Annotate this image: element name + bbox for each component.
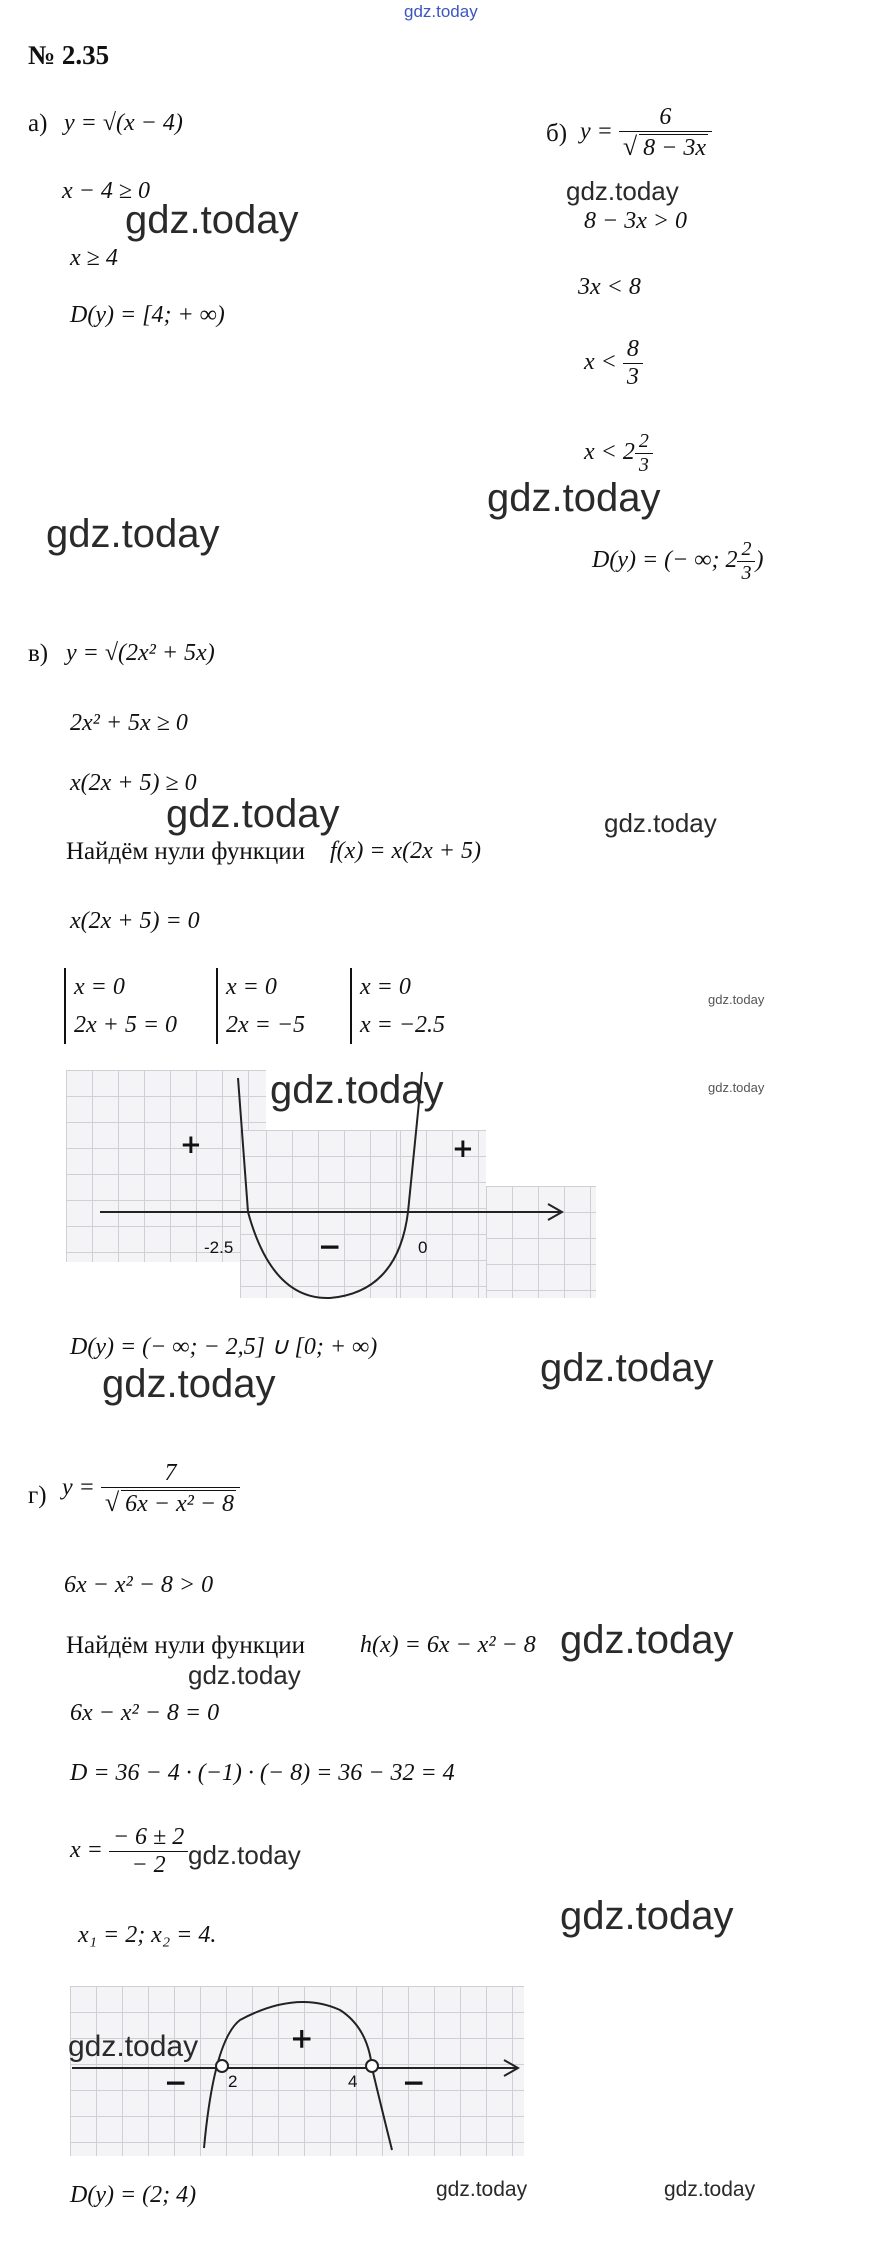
part-b-function-numerator: 6 <box>619 104 712 132</box>
part-a-function: y = √(x − 4) <box>64 110 183 136</box>
watermark: gdz.today <box>270 1068 444 1112</box>
watermark: gdz.today <box>708 992 765 1007</box>
part-v-equation: x(2x + 5) = 0 <box>70 908 200 934</box>
watermark: gdz.today <box>436 2178 528 2201</box>
watermark: gdz.today <box>566 176 679 206</box>
watermark: gdz.today <box>102 1362 276 1406</box>
part-g-root-numerator: − 6 ± 2 <box>109 1824 188 1852</box>
part-v-system-1-row: x = 0 <box>74 974 125 1000</box>
watermark: gdz.today <box>166 792 340 836</box>
watermark: gdz.today <box>604 808 717 838</box>
part-b-step4-numerator: 2 <box>635 430 653 454</box>
part-g-tick-left: 2 <box>228 2072 238 2091</box>
part-b-answer-prefix: D(y) = (− ∞; 2 <box>592 547 738 574</box>
watermark: gdz.today <box>487 476 661 520</box>
part-g-discriminant: D = 36 − 4 · (−1) · (− 8) = 36 − 32 = 4 <box>70 1760 455 1786</box>
part-b-function-denominator: 8 − 3x <box>639 134 708 162</box>
watermark: gdz.today <box>664 2178 756 2201</box>
part-b-step4-denominator: 3 <box>638 454 649 476</box>
part-g-equation: 6x − x² − 8 = 0 <box>70 1700 220 1726</box>
part-g-root-formula: x = $\frac{- 6 \pm 2}{- 2}$ <box>70 1824 188 1879</box>
part-b-step3: x < $\frac{8}{3}$ <box>584 336 643 391</box>
part-g-zeros-function: h(x) = 6x − x² − 8 <box>360 1632 536 1658</box>
part-v-plus-left: + <box>180 1130 202 1160</box>
part-g-plus: + <box>290 2022 314 2055</box>
part-v-answer: D(y) = (− ∞; − 2,5] ∪ [0; + ∞) <box>70 1334 378 1360</box>
part-b-function: y = $\frac{6}{√ 8 - 3x}$ <box>580 104 712 162</box>
part-a-label: а) <box>28 110 48 137</box>
part-g-answer: D(y) = (2; 4) <box>70 2182 197 2208</box>
part-b-label: б) <box>546 120 568 147</box>
problem-number: № 2.35 <box>28 40 110 70</box>
watermark: gdz.today <box>46 512 220 556</box>
part-v-zeros-function: f(x) = x(2x + 5) <box>330 838 481 864</box>
watermark: gdz.today <box>560 1894 734 1938</box>
part-v-system-1-row: 2x + 5 = 0 <box>74 1012 178 1038</box>
part-v-system-2-row: 2x = −5 <box>226 1012 306 1038</box>
part-v-zeros-text: Найдём нули функции <box>66 838 306 865</box>
part-g-point-right <box>366 2060 378 2072</box>
part-b-step2: 3x < 8 <box>578 274 641 300</box>
part-g-tick-right: 4 <box>348 2072 358 2091</box>
part-v-minus: − <box>318 1230 342 1263</box>
part-g-minus-left: − <box>164 2066 188 2099</box>
part-a-step2: x ≥ 4 <box>70 245 118 271</box>
part-v-system-3-row: x = −2.5 <box>360 1012 446 1038</box>
watermark: gdz.today <box>560 1618 734 1662</box>
part-g-point-left <box>216 2060 228 2072</box>
watermark: gdz.today <box>68 2030 199 2063</box>
part-g-function-denominator: 6x − x² − 8 <box>121 1490 236 1518</box>
part-b-step3-numerator: 8 <box>623 336 643 364</box>
part-g-root-denominator: − 2 <box>131 1852 166 1878</box>
part-v-step1: 2x² + 5x ≥ 0 <box>70 710 188 736</box>
part-v-tick-left: -2.5 <box>204 1238 234 1257</box>
part-g-step1: 6x − x² − 8 > 0 <box>64 1572 214 1598</box>
watermark: gdz.today <box>540 1346 714 1390</box>
part-b-step4: x < 2 $\frac{2}{3}$ <box>584 430 653 477</box>
part-a-answer: D(y) = [4; + ∞) <box>70 302 225 328</box>
part-v-label: в) <box>28 640 49 667</box>
part-g-function: y = $\frac{7}{\text{√ 6x − x² − 8}}$ <box>62 1460 240 1518</box>
top-watermark: gdz.today <box>404 2 478 21</box>
part-g-zeros-text: Найдём нули функции <box>66 1632 306 1659</box>
part-g-minus-right: − <box>402 2066 426 2099</box>
watermark: gdz.today <box>125 198 299 242</box>
part-g-label: г) <box>28 1482 47 1509</box>
part-g-roots: x₁ = 2; x₂ = 4. <box>78 1922 217 1948</box>
part-g-function-numerator: 7 <box>101 1460 240 1488</box>
part-v-system-3-row: x = 0 <box>360 974 411 1000</box>
part-b-answer-denominator: 3 <box>741 562 752 584</box>
part-b-step1: 8 − 3x > 0 <box>584 208 688 234</box>
part-v-plus-right: + <box>452 1134 474 1164</box>
part-v-function: y = √(2x² + 5x) <box>66 640 215 666</box>
part-a-step1: x − 4 ≥ 0 <box>62 178 151 204</box>
part-b-answer-suffix: ) <box>755 547 764 574</box>
watermark: gdz.today <box>708 1080 765 1095</box>
part-v-system-2-row: x = 0 <box>226 974 277 1000</box>
part-b-step3-denominator: 3 <box>626 364 639 390</box>
part-v-step2: x(2x + 5) ≥ 0 <box>70 770 197 796</box>
part-b-step4-whole: 2 <box>622 439 635 466</box>
watermark: gdz.today <box>188 1840 301 1870</box>
part-b-answer-numerator: 2 <box>737 538 755 562</box>
watermark: gdz.today <box>188 1660 301 1690</box>
part-v-tick-right: 0 <box>418 1238 428 1257</box>
